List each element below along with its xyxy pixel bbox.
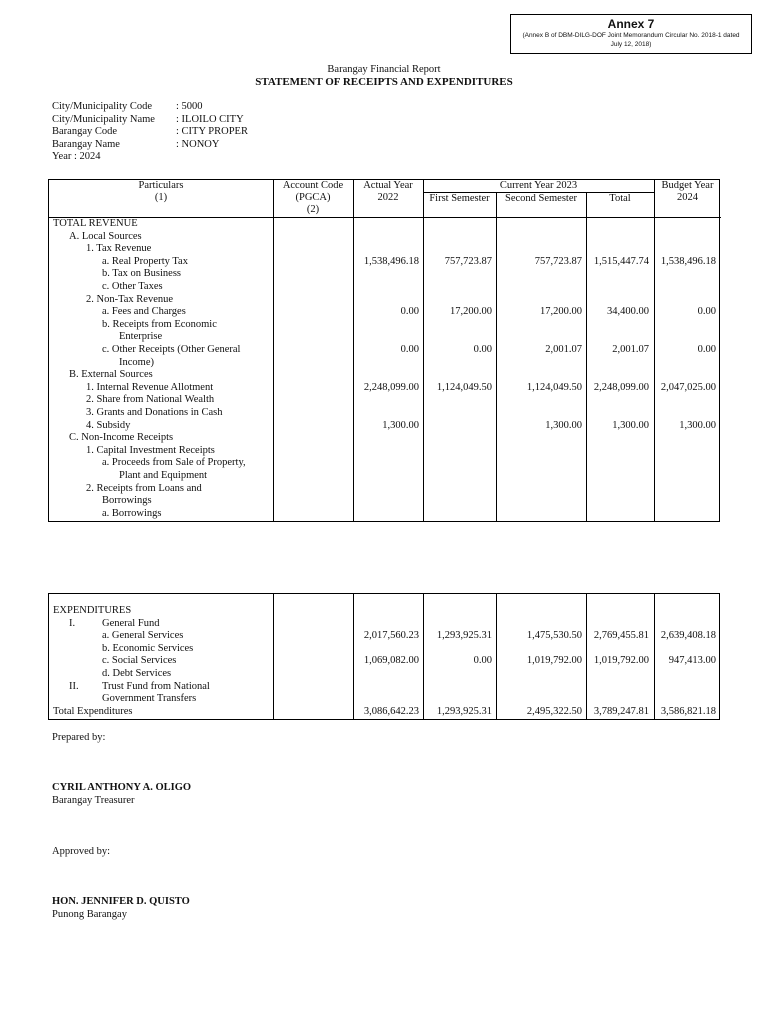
row-general-fund-no: I. (69, 617, 76, 629)
value-cell: 1,300.00 (545, 419, 582, 431)
value-cell: 1,300.00 (679, 419, 716, 431)
row-real-property-tax: a. Real Property Tax (102, 255, 188, 267)
prepared-by-label: Prepared by: (52, 732, 106, 743)
col-budget-year-value: 2024 (677, 192, 698, 203)
col-pgca: (PGCA) (295, 192, 331, 203)
row-expenditures: EXPENDITURES (53, 605, 132, 616)
row-capital-investment: 1. Capital Investment Receipts (86, 444, 215, 456)
treasurer-name: CYRIL ANTHONY A. OLIGO (52, 782, 192, 793)
value-cell: 1,293,925.31 (436, 630, 492, 642)
annex-title: Annex 7 (607, 17, 655, 31)
value-cell: 1,069,082.00 (363, 655, 419, 667)
col-budget-year: Budget Year (661, 180, 714, 191)
row-trust-fund-cont: Government Transfers (102, 693, 197, 705)
value-cell: 3,586,821.18 (660, 705, 716, 717)
value-cell: 3,789,247.81 (593, 705, 649, 717)
value-cell: 2,001.07 (612, 344, 649, 355)
row-proceeds-sale: a. Proceeds from Sale of Property, (102, 457, 246, 469)
value-cell: 1,124,049.50 (526, 381, 582, 393)
col-account-no: (2) (306, 204, 320, 215)
value-cell: 17,200.00 (540, 306, 582, 318)
barangay-name-value: : NONOY (176, 138, 220, 150)
row-external-sources: B. External Sources (69, 369, 153, 381)
row-other-receipts: c. Other Receipts (Other General (102, 344, 241, 355)
barangay-code-label: Barangay Code (52, 126, 118, 138)
row-fees-charges: a. Fees and Charges (102, 306, 186, 318)
value-cell: 1,300.00 (612, 419, 649, 431)
value-cell: 17,200.00 (450, 306, 492, 318)
row-other-taxes: c. Other Taxes (102, 281, 163, 292)
expenditures-table (48, 593, 720, 720)
value-cell: 0.00 (697, 344, 716, 355)
captain-name: HON. JENNIFER D. QUISTO (52, 896, 190, 907)
value-cell: 1,019,792.00 (526, 655, 582, 667)
col-account-code: Account Code (282, 180, 344, 191)
row-share-national-wealth: 2. Share from National Wealth (86, 394, 215, 406)
barangay-code-value: : CITY PROPER (176, 126, 248, 138)
value-cell: 2,769,455.81 (593, 630, 649, 642)
row-subsidy: 4. Subsidy (86, 419, 131, 431)
value-cell: 1,293,925.31 (436, 705, 492, 717)
row-tax-revenue: 1. Tax Revenue (86, 243, 152, 255)
value-cell: 757,723.87 (444, 255, 492, 267)
row-trust-fund-no: II. (69, 680, 79, 692)
row-general-services: a. General Services (102, 630, 184, 642)
value-cell: 947,413.00 (668, 655, 716, 667)
value-cell: 0.00 (473, 344, 492, 355)
value-cell: 1,538,496.18 (363, 255, 419, 267)
value-cell: 1,515,447.74 (593, 255, 649, 267)
approved-by-label: Approved by: (52, 846, 111, 857)
city-code-value: : 5000 (176, 101, 203, 112)
row-ira: 1. Internal Revenue Allotment (86, 381, 214, 393)
captain-title: Punong Barangay (52, 909, 127, 920)
value-cell: 1,019,792.00 (593, 655, 649, 667)
report-heading: Barangay Financial Report (327, 64, 441, 75)
annex-subtitle: (Annex B of DBM-DILG-DOF Joint Memorandum Circular No. 2018-1 dated July 12, 2018) (522, 32, 740, 48)
row-loans: 2. Receipts from Loans and (86, 482, 202, 494)
row-receipts-economic: b. Receipts from Economic (102, 318, 217, 330)
value-cell: 757,723.87 (534, 255, 582, 267)
value-cell: 1,300.00 (382, 419, 419, 431)
city-code-label: City/Municipality Code (52, 101, 153, 112)
row-borrowings: a. Borrowings (102, 507, 162, 519)
row-total-revenue: TOTAL REVENUE (53, 218, 138, 229)
col-actual-year: Actual Year (363, 180, 413, 191)
value-cell: 2,017,560.23 (363, 630, 419, 642)
row-non-tax-revenue: 2. Non-Tax Revenue (86, 293, 174, 305)
value-cell: 0.00 (473, 655, 492, 667)
row-general-fund: General Fund (102, 617, 160, 629)
row-total-expenditures: Total Expenditures (53, 705, 133, 717)
report-year: Year : 2024 (52, 151, 101, 163)
col-second-semester: Second Semester (504, 193, 578, 204)
col-particulars-no: (1) (154, 192, 168, 203)
value-cell: 3,086,642.23 (363, 705, 419, 717)
value-cell: 0.00 (400, 344, 419, 355)
value-cell: 0.00 (697, 306, 716, 318)
row-receipts-economic-cont: Enterprise (119, 331, 163, 343)
value-cell: 2,248,099.00 (593, 381, 649, 393)
value-cell: 2,047,025.00 (660, 381, 716, 393)
row-proceeds-sale-cont: Plant and Equipment (119, 470, 208, 481)
col-total: Total (609, 193, 631, 204)
row-tax-on-business: b. Tax on Business (102, 268, 181, 280)
value-cell: 1,538,496.18 (660, 255, 716, 267)
col-particulars: Particulars (138, 180, 184, 191)
city-name-label: City/Municipality Name (52, 113, 155, 125)
barangay-info (52, 101, 248, 164)
value-cell: 0.00 (400, 306, 419, 318)
row-grants-donations: 3. Grants and Donations in Cash (86, 407, 223, 418)
revenue-table (48, 179, 720, 522)
col-actual-year-value: 2022 (377, 192, 399, 203)
row-social-services: c. Social Services (102, 655, 177, 667)
col-current-year: Current Year 2023 (499, 180, 578, 191)
row-economic-services: b. Economic Services (102, 642, 194, 654)
city-name-value: : ILOILO CITY (176, 113, 244, 125)
value-cell: 2,639,408.18 (660, 630, 716, 642)
annex-box (510, 14, 752, 54)
barangay-name-label: Barangay Name (52, 138, 120, 150)
value-cell: 34,400.00 (607, 306, 649, 318)
report-title: STATEMENT OF RECEIPTS AND EXPENDITURES (255, 76, 513, 88)
treasurer-title: Barangay Treasurer (52, 795, 135, 806)
value-cell: 2,248,099.00 (363, 381, 419, 393)
value-cell: 1,124,049.50 (436, 381, 492, 393)
row-local-sources: A. Local Sources (69, 230, 142, 242)
value-cell: 2,001.07 (545, 344, 582, 355)
col-first-semester: First Semester (429, 193, 490, 204)
row-loans-cont: Borrowings (102, 495, 152, 507)
row-debt-services: d. Debt Services (102, 668, 172, 679)
value-cell: 2,495,322.50 (526, 705, 582, 717)
row-other-receipts-cont: Income) (119, 356, 154, 368)
row-non-income-receipts: C. Non-Income Receipts (69, 432, 174, 444)
row-trust-fund: Trust Fund from National (102, 680, 210, 692)
value-cell: 1,475,530.50 (526, 630, 582, 642)
